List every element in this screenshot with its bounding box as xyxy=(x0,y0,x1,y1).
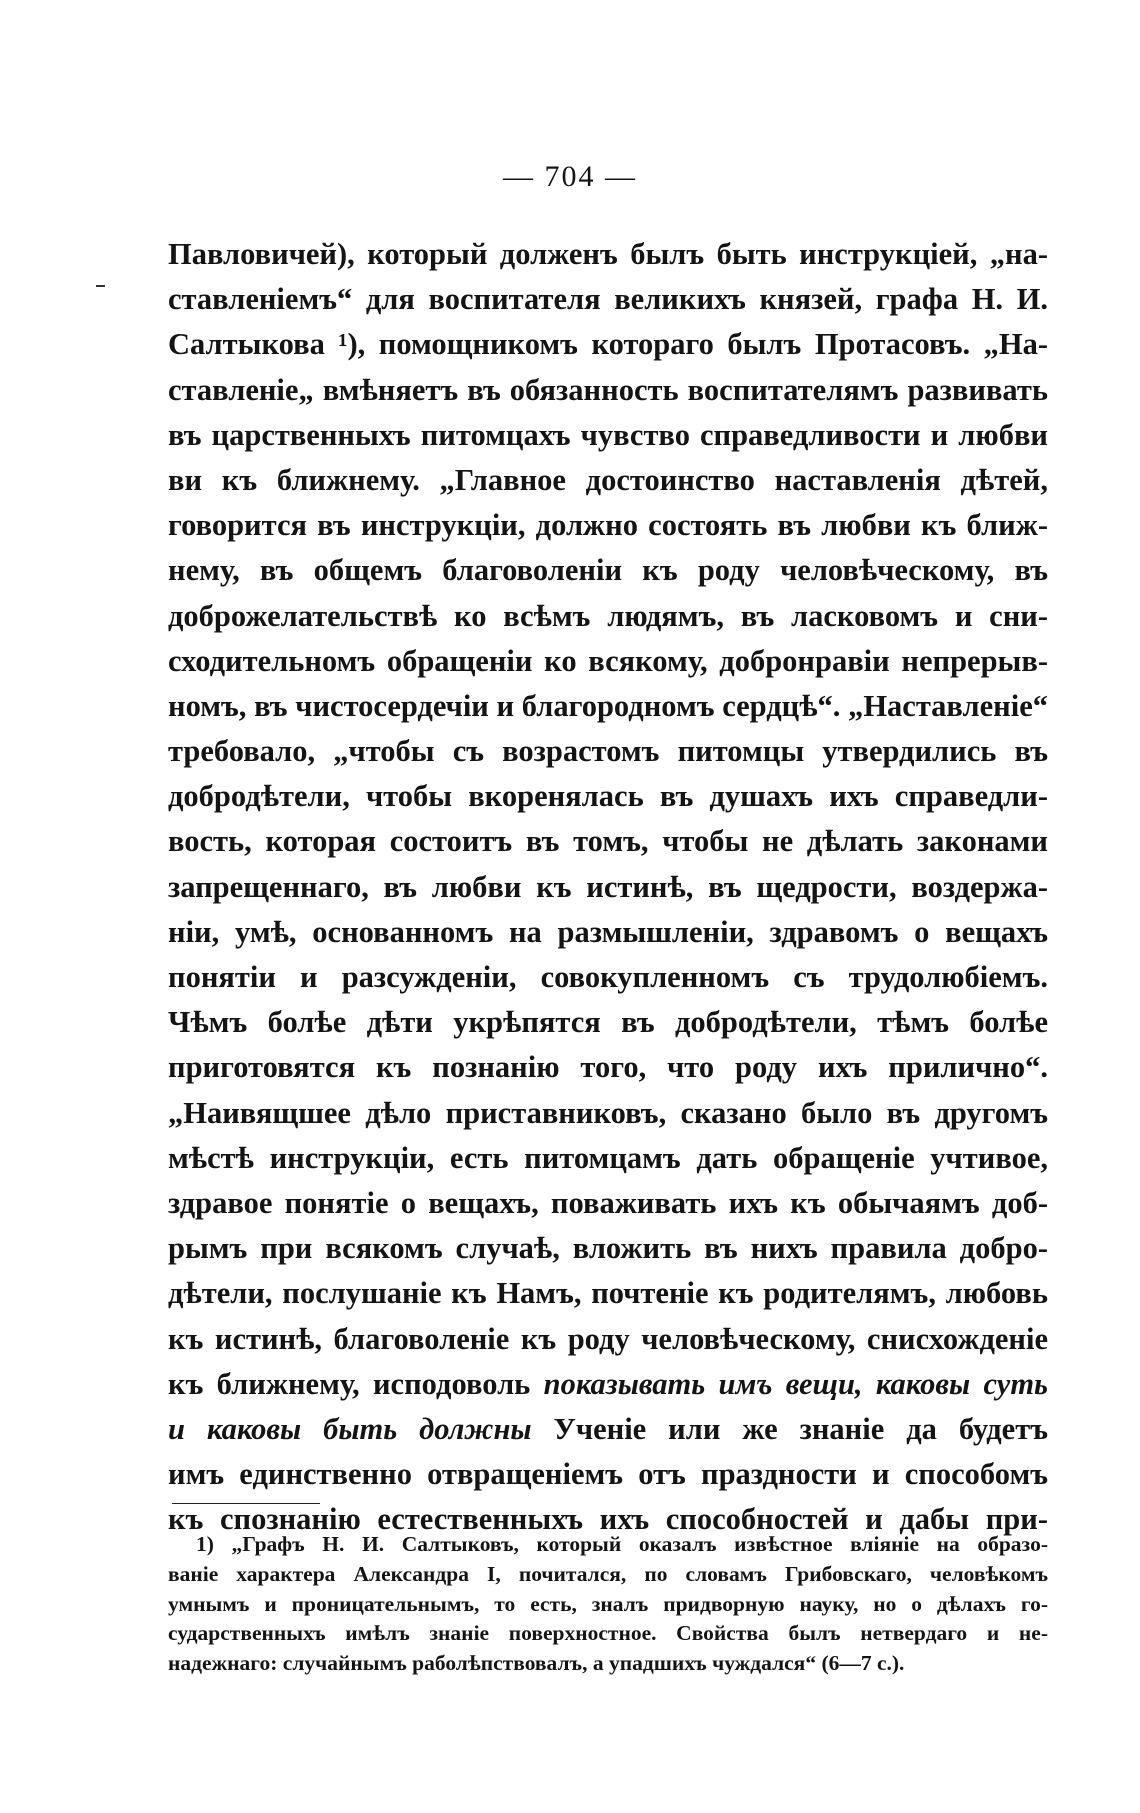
text-line-with-italic xyxy=(168,1362,1048,1407)
text-line: вость, которая состоитъ въ томъ, чтобы не дѣлать законами xyxy=(168,824,1048,859)
text-line: Чѣмъ болѣе дѣти укрѣпятся въ добродѣтели, тѣмъ болѣе xyxy=(168,1005,1048,1040)
text-line: „Наивящшее дѣло приставниковъ, сказано было въ другомъ xyxy=(168,1095,1048,1130)
text-segment: къ ближнему, исподоволь xyxy=(168,1366,544,1401)
text-line: нему, въ общемъ благоволеніи къ роду человѣческому, въ xyxy=(168,553,1048,588)
text-line: ставленіе„ вмѣняетъ въ обязанность воспитателямъ развивать xyxy=(168,372,1048,407)
text-line: къ спознанію естественныхъ ихъ способностей и дабы при- xyxy=(168,1502,1048,1537)
text-line: добродѣтели, чтобы вкоренялась въ душахъ ихъ справедли- xyxy=(168,779,1048,814)
text-line: дѣтели, послушаніе къ Намъ, почтеніе къ родителямъ, любовь xyxy=(168,1276,1048,1311)
text-line: въ царственныхъ питомцахъ чувство справедливости и любви xyxy=(168,417,1048,452)
main-text xyxy=(168,232,1048,1542)
footnote-line: надежнаго: случайнымъ раболѣпствовалъ, а упадшихъ чуждался“ (6—7 с.). xyxy=(168,1651,905,1676)
text-line: къ истинѣ, благоволеніе къ роду человѣческому, снисхожденіе xyxy=(168,1321,1048,1356)
text-line: доброжелательствѣ ко всѣмъ людямъ, въ ласковомъ и сни- xyxy=(168,598,1048,633)
text-segment: Ученіе или же знаніе да будетъ xyxy=(531,1411,1048,1446)
footnote-line: умнымъ и проницательнымъ, то есть, зналъ придворную науку, но о дѣлахъ го- xyxy=(168,1591,1048,1616)
margin-mark xyxy=(96,285,105,287)
italic-emphasis: и каковы быть должны xyxy=(168,1411,532,1446)
text-line: рымъ при всякомъ случаѣ, вложить въ нихъ правила добро- xyxy=(168,1231,1048,1266)
text-line: Салтыкова ¹), помощникомъ котораго былъ Протасовъ. „На- xyxy=(168,327,1048,362)
footnote-line: ваніе характера Александра I, почитался, по словамъ Грибовскаго, человѣкомъ xyxy=(168,1561,1048,1586)
footnote-line: 1) „Графъ Н. И. Салтыковъ, который оказалъ извѣстное вліяніе на образо- xyxy=(196,1532,1048,1556)
footnote-line: сударственныхъ имѣлъ знаніе поверхностное. Свойства былъ нетвердаго и не- xyxy=(168,1621,1048,1646)
text-line: Павловичей), который долженъ былъ быть инструкціей, „на- xyxy=(168,237,1048,271)
footnote xyxy=(168,1530,1048,1679)
text-line: понятіи и разсужденіи, совокупленномъ съ трудолюбіемъ. xyxy=(168,960,1048,994)
text-line: ніи, умѣ, основанномъ на размышленіи, здравомъ о вещахъ xyxy=(168,914,1048,949)
italic-emphasis: показывать имъ вещи, каковы суть xyxy=(543,1366,1048,1401)
text-line: приготовятся къ познанію того, что роду ихъ прилично“. xyxy=(168,1050,1048,1085)
page-number: — 704 — xyxy=(503,160,637,193)
text-line: номъ, въ чистосердечіи и благородномъ сердцѣ“. „Наставленіе“ xyxy=(168,688,1048,723)
text-line: ставленіемъ“ для воспитателя великихъ князей, графа Н. И. xyxy=(168,282,1048,317)
footnote-divider xyxy=(172,1503,320,1504)
text-line: ви къ ближнему. „Главное достоинство наставленія дѣтей, xyxy=(168,462,1048,497)
text-line: мѣстѣ инструкціи, есть питомцамъ дать обращеніе учтивое, xyxy=(168,1140,1048,1175)
text-line: требовало, „чтобы съ возрастомъ питомцы утвердились въ xyxy=(168,734,1048,769)
text-line: сходительномъ обращеніи ко всякому, добронравіи непрерыв- xyxy=(168,643,1048,678)
text-line: здравое понятіе о вещахъ, поваживать ихъ къ обычаямъ доб- xyxy=(168,1185,1048,1220)
text-line: говорится въ инструкціи, должно состоять въ любви къ ближ- xyxy=(168,508,1048,543)
text-line: имъ единственно отвращеніемъ отъ праздности и способомъ xyxy=(168,1457,1048,1492)
text-line: запрещеннаго, въ любви къ истинѣ, въ щедрости, воздержа- xyxy=(168,869,1048,904)
text-line-with-italic xyxy=(168,1407,1048,1452)
